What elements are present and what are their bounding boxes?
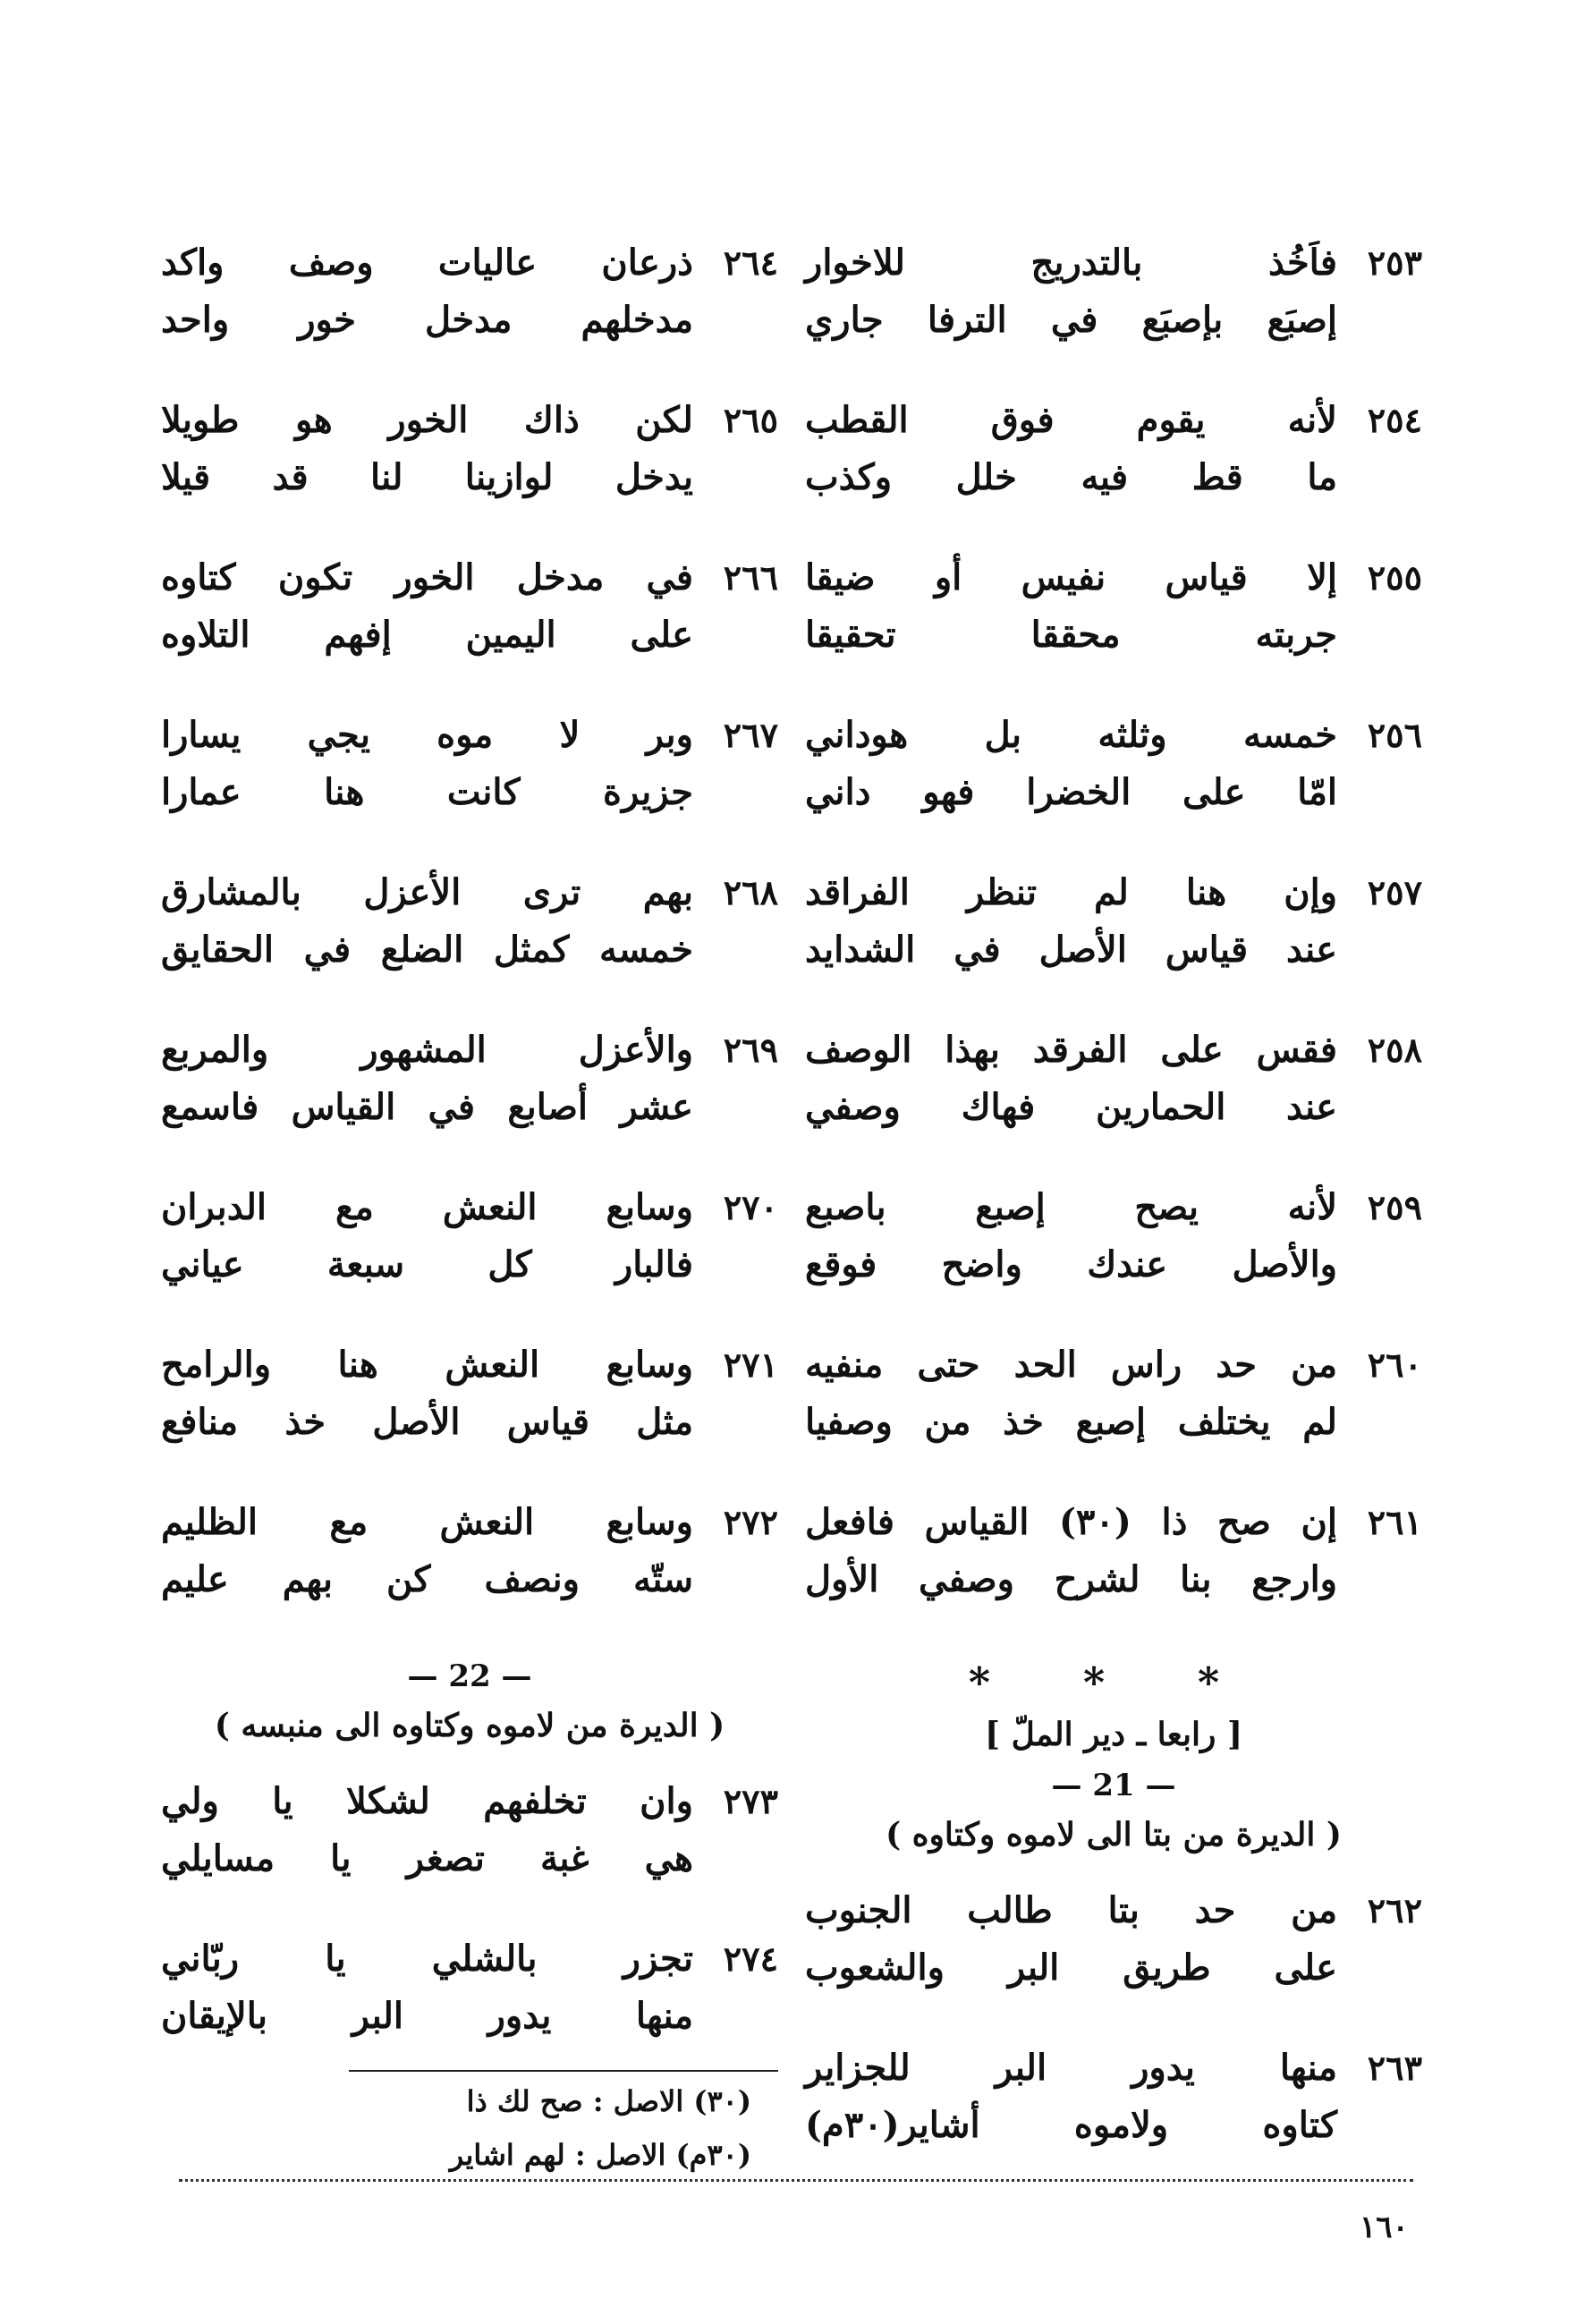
poem-number: — 22 — [407,1658,532,1694]
left-column [161,242,778,2192]
section-title: [ رابعا ـ دير الملّ ] [985,1716,1242,1753]
verse-number: ٢٥٨ [1367,1030,1422,1070]
verse-hemistich-1: وإن هنا لم تنظر الفراقد [805,871,1337,913]
verse-list [805,242,1422,1616]
verse-list [161,242,778,1616]
verse-hemistich-2: عند قياس الأصل في الشدايد [805,929,1337,971]
section-divider-stars: * * * [968,1658,1259,1707]
verse-hemistich-1: إلا قياس نفيس أو ضيقا [805,556,1337,598]
verse-hemistich-1: وسابع النعش مع الدبران [161,1186,693,1228]
verse-hemistich-1: إن صح ذا (٣٠) القياس فافعل [805,1501,1337,1543]
verse-hemistich-1: وسابع النعش هنا والرامح [161,1344,693,1386]
verse-hemistich-2: مثل قياس الأصل خذ منافع [161,1401,693,1443]
verse [161,556,778,671]
verse-hemistich-2: إصبَع بإصبَع في الترفا جاري [805,299,1337,341]
verse-number: ٢٥٩ [1367,1187,1422,1227]
page-bottom-divider [179,2179,1413,2182]
verse [161,871,778,986]
poem-heading: ( الديرة من بتا الى لاموه وكتاوه ) [886,1816,1342,1853]
verse-number: ٢٧٤ [723,1938,778,1979]
verse [161,1501,778,1616]
verse-hemistich-2: على طريق البر والشعوب [805,1947,1337,1989]
verse-hemistich-1: بهم ترى الأعزل بالمشارق [161,871,693,913]
verse-number: ٢٦٢ [1367,1890,1422,1930]
verse-hemistich-1: فاَخُذ بالتدريج للاخوار [805,242,1337,284]
verse [161,714,778,828]
verse-number: ٢٦٣ [1367,2048,1422,2088]
verse [805,556,1422,671]
verse-hemistich-2: امّا على الخضرا فهو داني [805,771,1337,813]
verse-number: ٢٦٦ [723,557,778,598]
verse-number: ٢٧٠ [723,1187,778,1227]
verse-hemistich-1: لكن ذاك الخور هو طويلا [161,399,693,441]
verse-list [161,1780,778,2052]
verse-hemistich-2: منها يدور البر بالإيقان [161,1995,693,2037]
verse-hemistich-2: يدخل لوازينا لنا قد قيلا [161,456,693,498]
verse-hemistich-1: وان تخلفهم لشكلا يا ولي [161,1780,693,1822]
verse-number: ٢٦٠ [1367,1344,1422,1385]
verse-number: ٢٦٧ [723,715,778,755]
verse-list [805,1889,1422,2161]
verse [161,1186,778,1301]
poem-heading: ( الديرة من لاموه وكتاوه الى منبسه ) [214,1707,725,1744]
verse [161,1029,778,1143]
verse [161,1780,778,1895]
verse-hemistich-2: ستّه ونصف كن بهم عليم [161,1558,693,1600]
verse-hemistich-1: فقس على الفرقد بهذا الوصف [805,1029,1337,1071]
verse-hemistich-1: تجزر بالشلي يا ربّاني [161,1938,693,1980]
verse [805,1344,1422,1458]
verse [805,871,1422,986]
verse-hemistich-1: ذرعان عاليات وصف واكد [161,242,693,284]
right-column [805,242,1422,2204]
verse-hemistich-2: على اليمين إفهم التلاوه [161,614,693,656]
verse-hemistich-1: لأنه يقوم فوق القطب [805,399,1337,441]
verse-number: ٢٦٩ [723,1030,778,1070]
verse-hemistich-1: منها يدور البر للجزاير [805,2047,1337,2089]
footnote-divider [349,2070,778,2072]
verse-hemistich-2: ما قط فيه خلل وكذب [805,456,1337,498]
verse-hemistich-2: جربته محققا تحقيقا [805,614,1337,656]
verse [161,1344,778,1458]
verse-hemistich-2: وارجع بنا لشرح وصفي الأول [805,1558,1337,1600]
verse [805,1501,1422,1616]
verse-number: ٢٧٢ [723,1502,778,1542]
verse-number: ٢٥٣ [1367,242,1422,283]
verse-hemistich-1: من حد بتا طالب الجنوب [805,1889,1337,1931]
verse [161,1938,778,2052]
verse-number: ٢٥٥ [1367,557,1422,598]
verse-number: ٢٧٣ [723,1781,778,1821]
verse-hemistich-2: والأصل عندك واضح فوقع [805,1243,1337,1285]
verse [805,2047,1422,2161]
verse-hemistich-2: عند الحمارين فهاك وصفي [805,1086,1337,1128]
verse [161,242,778,356]
poem-number: — 21 — [1051,1768,1176,1803]
verse [805,399,1422,513]
verse-number: ٢٦٥ [723,400,778,440]
verse-number: ٢٥٦ [1367,715,1422,755]
verse-hemistich-1: خمسه وثلثه بل هوداني [805,714,1337,756]
verse-number: ٢٥٧ [1367,872,1422,912]
verse [805,1889,1422,2004]
verse-hemistich-2: لم يختلف إصبع خذ من وصفيا [805,1401,1337,1443]
verse-number: ٢٦١ [1367,1502,1422,1542]
verse [805,242,1422,356]
verse-hemistich-2: عشر أصابع في القياس فاسمع [161,1086,693,1128]
verse-number: ٢٥٤ [1367,400,1422,440]
verse-hemistich-2: خمسه كمثل الضلع في الحقايق [161,929,693,971]
verse-hemistich-1: وبر لا موه يجي يسارا [161,714,693,756]
verse-hemistich-2: هي غبة تصغر يا مسايلي [161,1837,693,1879]
verse-number: ٢٦٨ [723,872,778,912]
verse-number: ٢٧١ [723,1344,778,1385]
verse-hemistich-2: فالبار كل سبعة عياني [161,1243,693,1285]
page-number: ١٦٠ [1360,2209,1409,2245]
verse [805,714,1422,828]
verse-hemistich-1: وسابع النعش مع الظليم [161,1501,693,1543]
verse [805,1186,1422,1301]
verse-hemistich-2: جزيرة كانت هنا عمارا [161,771,693,813]
verse-hemistich-1: من حد راس الحد حتى منفيه [805,1344,1337,1386]
footnote: (٣٠م) الاصل : لهم اشاير [449,2138,751,2172]
verse-hemistich-2: مدخلهم مدخل خور واحد [161,299,693,341]
verse [161,399,778,513]
footnote: (٣٠) الاصل : صح لك ذا [466,2084,751,2118]
verse-hemistich-1: في مدخل الخور تكون كتاوه [161,556,693,598]
verse-hemistich-1: والأعزل المشهور والمربع [161,1029,693,1071]
verse-hemistich-2: كتاوه ولاموه أشاير(٣٠م) [805,2104,1337,2146]
verse-hemistich-1: لأنه يصح إصبع باصبع [805,1186,1337,1228]
verse-number: ٢٦٤ [723,242,778,283]
verse [805,1029,1422,1143]
